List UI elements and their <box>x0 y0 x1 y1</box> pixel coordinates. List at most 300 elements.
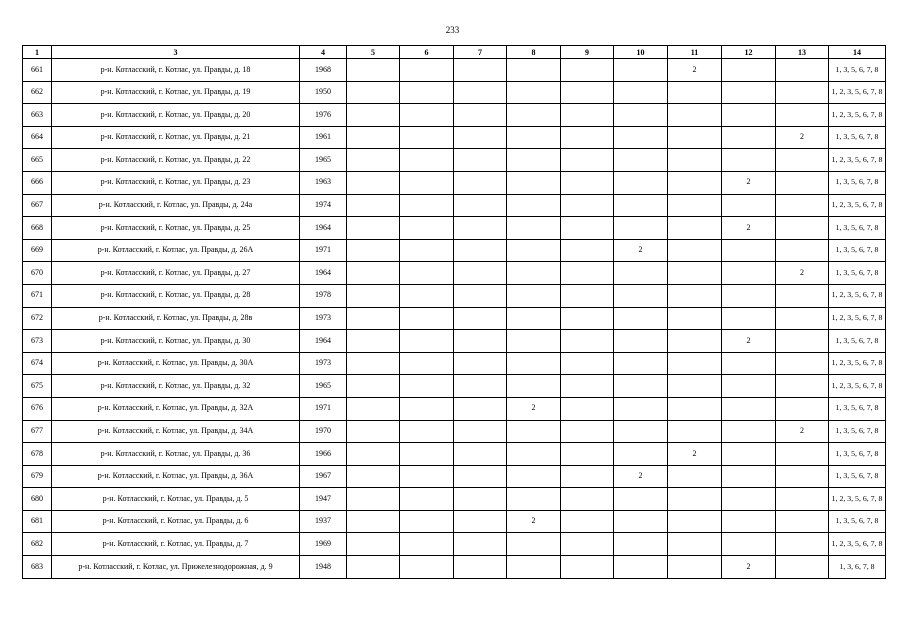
address-cell: р-н. Котласский, г. Котлас, ул. Правды, д. 6 <box>52 510 300 533</box>
mark-cell <box>347 465 400 488</box>
year-cell: 1961 <box>300 126 347 149</box>
column-header: 8 <box>507 46 561 59</box>
codes-cell: 1, 2, 3, 5, 6, 7, 8 <box>829 533 886 556</box>
mark-cell <box>454 307 507 330</box>
mark-cell <box>400 352 454 375</box>
mark-cell <box>347 149 400 172</box>
mark-cell <box>454 59 507 82</box>
mark-cell <box>347 239 400 262</box>
row-number-cell: 666 <box>23 171 52 194</box>
mark-cell <box>614 104 668 127</box>
year-cell: 1965 <box>300 149 347 172</box>
mark-cell <box>507 171 561 194</box>
mark-cell <box>454 465 507 488</box>
codes-cell: 1, 3, 5, 6, 7, 8 <box>829 59 886 82</box>
column-header: 5 <box>347 46 400 59</box>
mark-cell <box>507 375 561 398</box>
mark-cell <box>722 375 776 398</box>
mark-cell <box>722 81 776 104</box>
table-header <box>23 46 886 59</box>
mark-cell <box>561 59 614 82</box>
row-number-cell: 682 <box>23 533 52 556</box>
mark-cell <box>614 81 668 104</box>
mark-cell <box>347 375 400 398</box>
table-row <box>23 420 886 443</box>
mark-cell <box>776 330 829 353</box>
mark-cell <box>668 239 722 262</box>
column-header: 12 <box>722 46 776 59</box>
mark-cell <box>722 443 776 466</box>
mark-cell <box>614 443 668 466</box>
mark-cell: 2 <box>722 556 776 579</box>
mark-cell <box>400 307 454 330</box>
mark-cell <box>668 81 722 104</box>
table-row <box>23 533 886 556</box>
mark-cell <box>400 81 454 104</box>
table-row <box>23 194 886 217</box>
codes-cell: 1, 2, 3, 5, 6, 7, 8 <box>829 352 886 375</box>
mark-cell <box>668 397 722 420</box>
mark-cell <box>776 59 829 82</box>
mark-cell <box>454 330 507 353</box>
mark-cell <box>400 465 454 488</box>
row-number-cell: 681 <box>23 510 52 533</box>
mark-cell <box>454 284 507 307</box>
year-cell: 1976 <box>300 104 347 127</box>
mark-cell <box>668 262 722 285</box>
year-cell: 1964 <box>300 262 347 285</box>
mark-cell <box>400 397 454 420</box>
address-cell: р-н. Котласский, г. Котлас, ул. Правды, д. 24а <box>52 194 300 217</box>
mark-cell <box>614 488 668 511</box>
year-cell: 1974 <box>300 194 347 217</box>
row-number-cell: 678 <box>23 443 52 466</box>
address-cell: р-н. Котласский, г. Котлас, ул. Правды, д. 22 <box>52 149 300 172</box>
year-cell: 1968 <box>300 59 347 82</box>
table-row <box>23 59 886 82</box>
mark-cell <box>561 375 614 398</box>
address-cell: р-н. Котласский, г. Котлас, ул. Правды, д. 28в <box>52 307 300 330</box>
codes-cell: 1, 2, 3, 5, 6, 7, 8 <box>829 104 886 127</box>
row-number-cell: 675 <box>23 375 52 398</box>
table-row <box>23 556 886 579</box>
mark-cell <box>507 420 561 443</box>
table-row <box>23 171 886 194</box>
table-row <box>23 239 886 262</box>
mark-cell <box>454 352 507 375</box>
mark-cell <box>776 217 829 240</box>
table-row <box>23 217 886 240</box>
mark-cell <box>668 126 722 149</box>
mark-cell <box>507 307 561 330</box>
column-header: 11 <box>668 46 722 59</box>
mark-cell <box>561 307 614 330</box>
address-cell: р-н. Котласский, г. Котлас, ул. Правды, д. 21 <box>52 126 300 149</box>
address-cell: р-н. Котласский, г. Котлас, ул. Правды, д. 27 <box>52 262 300 285</box>
mark-cell <box>722 307 776 330</box>
mark-cell <box>454 149 507 172</box>
table-row <box>23 126 886 149</box>
mark-cell <box>507 126 561 149</box>
mark-cell <box>347 352 400 375</box>
mark-cell <box>722 488 776 511</box>
table-row <box>23 307 886 330</box>
mark-cell <box>561 217 614 240</box>
mark-cell <box>347 533 400 556</box>
mark-cell <box>776 149 829 172</box>
mark-cell <box>561 284 614 307</box>
mark-cell <box>454 510 507 533</box>
mark-cell: 2 <box>507 397 561 420</box>
codes-cell: 1, 2, 3, 5, 6, 7, 8 <box>829 81 886 104</box>
year-cell: 1970 <box>300 420 347 443</box>
mark-cell <box>347 420 400 443</box>
column-header: 7 <box>454 46 507 59</box>
mark-cell <box>454 375 507 398</box>
mark-cell <box>668 171 722 194</box>
mark-cell <box>347 104 400 127</box>
codes-cell: 1, 3, 5, 6, 7, 8 <box>829 217 886 240</box>
mark-cell <box>507 465 561 488</box>
mark-cell <box>400 59 454 82</box>
mark-cell <box>507 284 561 307</box>
mark-cell <box>776 194 829 217</box>
mark-cell <box>507 330 561 353</box>
mark-cell <box>614 149 668 172</box>
mark-cell <box>507 81 561 104</box>
mark-cell <box>561 330 614 353</box>
mark-cell <box>668 465 722 488</box>
registry-table <box>22 45 886 579</box>
mark-cell <box>614 556 668 579</box>
mark-cell <box>776 104 829 127</box>
row-number-cell: 668 <box>23 217 52 240</box>
mark-cell <box>614 420 668 443</box>
mark-cell <box>347 59 400 82</box>
mark-cell <box>776 171 829 194</box>
codes-cell: 1, 3, 5, 6, 7, 8 <box>829 171 886 194</box>
row-number-cell: 671 <box>23 284 52 307</box>
mark-cell <box>347 81 400 104</box>
mark-cell <box>668 104 722 127</box>
year-cell: 1947 <box>300 488 347 511</box>
mark-cell <box>614 262 668 285</box>
address-cell: р-н. Котласский, г. Котлас, ул. Правды, д. 30А <box>52 352 300 375</box>
mark-cell <box>722 104 776 127</box>
mark-cell <box>561 149 614 172</box>
mark-cell <box>561 420 614 443</box>
address-cell: р-н. Котласский, г. Котлас, ул. Правды, д. 30 <box>52 330 300 353</box>
mark-cell <box>400 239 454 262</box>
mark-cell <box>668 217 722 240</box>
mark-cell <box>722 397 776 420</box>
mark-cell <box>614 217 668 240</box>
mark-cell <box>561 397 614 420</box>
mark-cell <box>347 126 400 149</box>
codes-cell: 1, 2, 3, 5, 6, 7, 8 <box>829 284 886 307</box>
mark-cell <box>400 533 454 556</box>
address-cell: р-н. Котласский, г. Котлас, ул. Правды, д. 25 <box>52 217 300 240</box>
row-number-cell: 677 <box>23 420 52 443</box>
address-cell: р-н. Котласский, г. Котлас, ул. Правды, д. 34А <box>52 420 300 443</box>
mark-cell <box>561 194 614 217</box>
column-header: 1 <box>23 46 52 59</box>
mark-cell <box>668 533 722 556</box>
address-cell: р-н. Котласский, г. Котлас, ул. Правды, д. 7 <box>52 533 300 556</box>
row-number-cell: 670 <box>23 262 52 285</box>
mark-cell <box>668 510 722 533</box>
mark-cell <box>722 126 776 149</box>
mark-cell <box>776 239 829 262</box>
column-header: 13 <box>776 46 829 59</box>
mark-cell: 2 <box>668 443 722 466</box>
mark-cell <box>776 443 829 466</box>
table-row <box>23 352 886 375</box>
mark-cell <box>614 510 668 533</box>
codes-cell: 1, 3, 6, 7, 8 <box>829 556 886 579</box>
mark-cell <box>776 465 829 488</box>
mark-cell <box>400 217 454 240</box>
year-cell: 1966 <box>300 443 347 466</box>
mark-cell <box>561 104 614 127</box>
mark-cell <box>668 375 722 398</box>
row-number-cell: 673 <box>23 330 52 353</box>
mark-cell <box>614 171 668 194</box>
mark-cell <box>400 443 454 466</box>
mark-cell <box>454 556 507 579</box>
table-row <box>23 443 886 466</box>
mark-cell <box>561 239 614 262</box>
mark-cell <box>507 488 561 511</box>
year-cell: 1963 <box>300 171 347 194</box>
address-cell: р-н. Котласский, г. Котлас, ул. Правды, д. 36 <box>52 443 300 466</box>
mark-cell <box>347 217 400 240</box>
mark-cell <box>722 533 776 556</box>
row-number-cell: 661 <box>23 59 52 82</box>
mark-cell <box>614 397 668 420</box>
address-cell: р-н. Котласский, г. Котлас, ул. Правды, д. 23 <box>52 171 300 194</box>
mark-cell <box>507 194 561 217</box>
mark-cell <box>507 533 561 556</box>
column-header: 14 <box>829 46 886 59</box>
year-cell: 1973 <box>300 352 347 375</box>
table-row <box>23 330 886 353</box>
mark-cell <box>507 443 561 466</box>
year-cell: 1965 <box>300 375 347 398</box>
table-body <box>23 59 886 579</box>
mark-cell <box>561 556 614 579</box>
mark-cell <box>776 488 829 511</box>
mark-cell <box>722 59 776 82</box>
mark-cell <box>347 556 400 579</box>
address-cell: р-н. Котласский, г. Котлас, ул. Прижелезнодорожная, д. 9 <box>52 556 300 579</box>
row-number-cell: 664 <box>23 126 52 149</box>
mark-cell <box>614 375 668 398</box>
mark-cell <box>454 171 507 194</box>
mark-cell <box>722 262 776 285</box>
codes-cell: 1, 3, 5, 6, 7, 8 <box>829 397 886 420</box>
table-row <box>23 397 886 420</box>
codes-cell: 1, 3, 5, 6, 7, 8 <box>829 420 886 443</box>
mark-cell <box>561 533 614 556</box>
mark-cell <box>668 488 722 511</box>
mark-cell <box>507 149 561 172</box>
row-number-cell: 676 <box>23 397 52 420</box>
table-row <box>23 104 886 127</box>
mark-cell <box>614 330 668 353</box>
codes-cell: 1, 3, 5, 6, 7, 8 <box>829 239 886 262</box>
mark-cell <box>400 262 454 285</box>
mark-cell: 2 <box>614 239 668 262</box>
mark-cell <box>400 330 454 353</box>
row-number-cell: 662 <box>23 81 52 104</box>
year-cell: 1948 <box>300 556 347 579</box>
row-number-cell: 665 <box>23 149 52 172</box>
header-row <box>23 46 886 59</box>
mark-cell <box>400 488 454 511</box>
mark-cell <box>561 126 614 149</box>
mark-cell <box>400 375 454 398</box>
row-number-cell: 683 <box>23 556 52 579</box>
column-header: 10 <box>614 46 668 59</box>
mark-cell <box>776 397 829 420</box>
mark-cell <box>400 420 454 443</box>
mark-cell: 2 <box>668 59 722 82</box>
mark-cell <box>400 194 454 217</box>
mark-cell <box>776 556 829 579</box>
codes-cell: 1, 2, 3, 5, 6, 7, 8 <box>829 488 886 511</box>
column-header: 3 <box>52 46 300 59</box>
mark-cell <box>776 284 829 307</box>
row-number-cell: 674 <box>23 352 52 375</box>
address-cell: р-н. Котласский, г. Котлас, ул. Правды, д. 26А <box>52 239 300 262</box>
year-cell: 1964 <box>300 217 347 240</box>
mark-cell <box>507 104 561 127</box>
year-cell: 1971 <box>300 397 347 420</box>
mark-cell <box>722 510 776 533</box>
mark-cell <box>668 194 722 217</box>
year-cell: 1937 <box>300 510 347 533</box>
mark-cell <box>347 307 400 330</box>
mark-cell <box>776 307 829 330</box>
codes-cell: 1, 3, 5, 6, 7, 8 <box>829 443 886 466</box>
column-header: 6 <box>400 46 454 59</box>
mark-cell <box>347 397 400 420</box>
mark-cell: 2 <box>776 420 829 443</box>
address-cell: р-н. Котласский, г. Котлас, ул. Правды, д. 18 <box>52 59 300 82</box>
table-row <box>23 510 886 533</box>
mark-cell <box>561 443 614 466</box>
column-header: 4 <box>300 46 347 59</box>
year-cell: 1964 <box>300 330 347 353</box>
mark-cell <box>454 533 507 556</box>
mark-cell <box>668 556 722 579</box>
table-row <box>23 375 886 398</box>
mark-cell <box>507 217 561 240</box>
mark-cell <box>400 556 454 579</box>
mark-cell <box>668 352 722 375</box>
address-cell: р-н. Котласский, г. Котлас, ул. Правды, д. 36А <box>52 465 300 488</box>
codes-cell: 1, 2, 3, 5, 6, 7, 8 <box>829 307 886 330</box>
mark-cell: 2 <box>722 171 776 194</box>
mark-cell <box>454 488 507 511</box>
mark-cell <box>400 171 454 194</box>
table-row <box>23 262 886 285</box>
address-cell: р-н. Котласский, г. Котлас, ул. Правды, д. 19 <box>52 81 300 104</box>
mark-cell <box>347 443 400 466</box>
mark-cell <box>561 262 614 285</box>
mark-cell <box>776 352 829 375</box>
mark-cell <box>507 262 561 285</box>
mark-cell <box>507 59 561 82</box>
mark-cell <box>561 352 614 375</box>
year-cell: 1978 <box>300 284 347 307</box>
codes-cell: 1, 2, 3, 5, 6, 7, 8 <box>829 375 886 398</box>
mark-cell <box>507 352 561 375</box>
mark-cell: 2 <box>507 510 561 533</box>
mark-cell <box>400 510 454 533</box>
year-cell: 1973 <box>300 307 347 330</box>
year-cell: 1971 <box>300 239 347 262</box>
mark-cell <box>722 284 776 307</box>
mark-cell <box>454 81 507 104</box>
mark-cell <box>776 533 829 556</box>
mark-cell: 2 <box>614 465 668 488</box>
mark-cell: 2 <box>776 262 829 285</box>
mark-cell <box>722 149 776 172</box>
mark-cell <box>668 284 722 307</box>
mark-cell <box>668 149 722 172</box>
table-row <box>23 284 886 307</box>
mark-cell <box>614 126 668 149</box>
mark-cell <box>507 556 561 579</box>
mark-cell <box>722 465 776 488</box>
mark-cell <box>454 397 507 420</box>
mark-cell <box>454 443 507 466</box>
address-cell: р-н. Котласский, г. Котлас, ул. Правды, д. 28 <box>52 284 300 307</box>
table-row <box>23 149 886 172</box>
mark-cell <box>722 352 776 375</box>
mark-cell <box>454 217 507 240</box>
column-header: 9 <box>561 46 614 59</box>
row-number-cell: 667 <box>23 194 52 217</box>
mark-cell <box>400 149 454 172</box>
codes-cell: 1, 3, 5, 6, 7, 8 <box>829 126 886 149</box>
table-row <box>23 488 886 511</box>
mark-cell <box>454 420 507 443</box>
mark-cell <box>454 104 507 127</box>
mark-cell <box>347 330 400 353</box>
mark-cell: 2 <box>722 217 776 240</box>
mark-cell <box>614 194 668 217</box>
mark-cell <box>722 194 776 217</box>
row-number-cell: 679 <box>23 465 52 488</box>
mark-cell <box>507 239 561 262</box>
mark-cell <box>347 488 400 511</box>
mark-cell <box>561 465 614 488</box>
mark-cell <box>347 171 400 194</box>
year-cell: 1950 <box>300 81 347 104</box>
mark-cell <box>454 239 507 262</box>
mark-cell <box>561 510 614 533</box>
mark-cell <box>400 284 454 307</box>
mark-cell <box>668 420 722 443</box>
codes-cell: 1, 2, 3, 5, 6, 7, 8 <box>829 194 886 217</box>
codes-cell: 1, 3, 5, 6, 7, 8 <box>829 330 886 353</box>
mark-cell <box>668 307 722 330</box>
row-number-cell: 663 <box>23 104 52 127</box>
year-cell: 1969 <box>300 533 347 556</box>
